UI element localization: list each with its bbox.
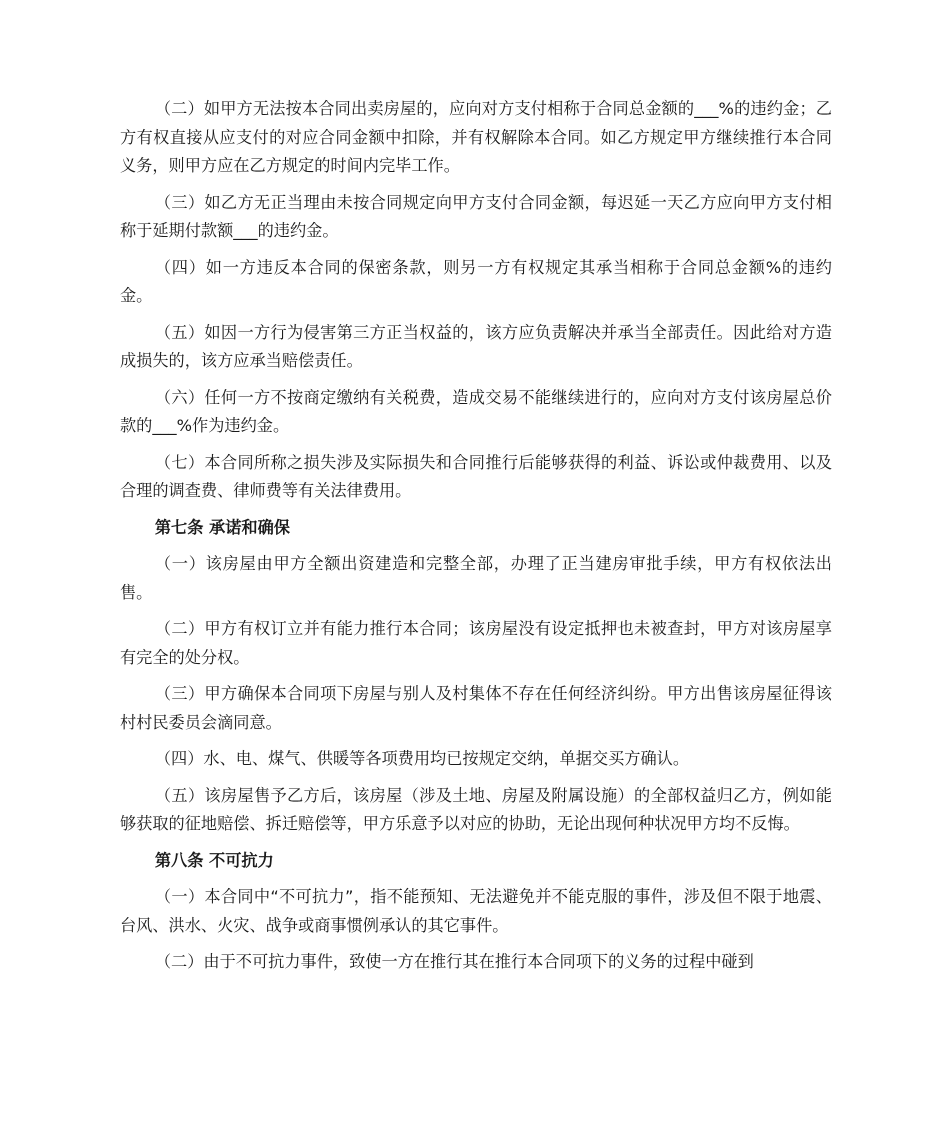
clause-7-2: （二）甲方有权订立并有能力推行本合同；该房屋没有设定抵押也未被查封，甲方对该房屋享有完全的处分权。 [120, 619, 832, 667]
clause-6-4: （四）如一方违反本合同的保密条款，则另一方有权规定其承当相称于合同总金额%的违约金。 [120, 257, 832, 305]
clause-6-5: （五）如因一方行为侵害第三方正当权益的，该方应负责解决并承当全部责任。因此给对方造成损失的，该方应承当赔偿责任。 [120, 322, 832, 370]
clause-6-6: （六）任何一方不按商定缴纳有关税费，造成交易不能继续进行的，应向对方支付该房屋总价款的___%作为违约金。 [120, 387, 832, 435]
article-7-heading: 第七条 承诺和确保 [154, 517, 290, 537]
clause-8-1: （一）本合同中“不可抗力”，指不能预知、无法避免并不能克服的事件，涉及但不限于地震、台风、洪水、火灾、战争或商事惯例承认的其它事件。 [120, 887, 832, 935]
clause-6-3: （三）如乙方无正当理由未按合同规定向甲方支付合同金额，每迟延一天乙方应向甲方支付相称于延期付款额___的违约金。 [120, 192, 832, 240]
clause-7-5: （五）该房屋售予乙方后，该房屋（涉及土地、房屋及附属设施）的全部权益归乙方，例如能够获取的征地赔偿、拆迁赔偿等，甲方乐意予以对应的协助，无论出现何种状况甲方均不反悔。 [120, 785, 832, 833]
document-body [120, 95, 832, 985]
clause-7-3: （三）甲方确保本合同项下房屋与别人及村集体不存在任何经济纠纷。甲方出售该房屋征得该村村民委员会滴同意。 [120, 684, 832, 732]
clause-8-2: （二）由于不可抗力事件，致使一方在推行其在推行本合同项下的义务的过程中碰到 [154, 952, 754, 971]
clause-7-1: （一）该房屋由甲方全额出资建造和完整全部，办理了正当建房审批手续，甲方有权依法出售。 [120, 554, 832, 602]
article-8-heading: 第八条 不可抗力 [154, 850, 274, 870]
clause-7-4: （四）水、电、煤气、供暖等各项费用均已按规定交纳，单据交买方确认。 [154, 749, 690, 768]
clause-6-7: （七）本合同所称之损失涉及实际损失和合同推行后能够获得的利益、诉讼或仲裁费用、以及合理的调查费、律师费等有关法律费用。 [120, 452, 832, 500]
clause-6-2: （二）如甲方无法按本合同出卖房屋的，应向对方支付相称于合同总金额的___%的违约金；乙方有权直接从应支付的对应合同金额中扣除，并有权解除本合同。如乙方规定甲方继续推行本合同义务，则甲方应在乙方规定的时间内完毕工作。 [120, 99, 832, 175]
